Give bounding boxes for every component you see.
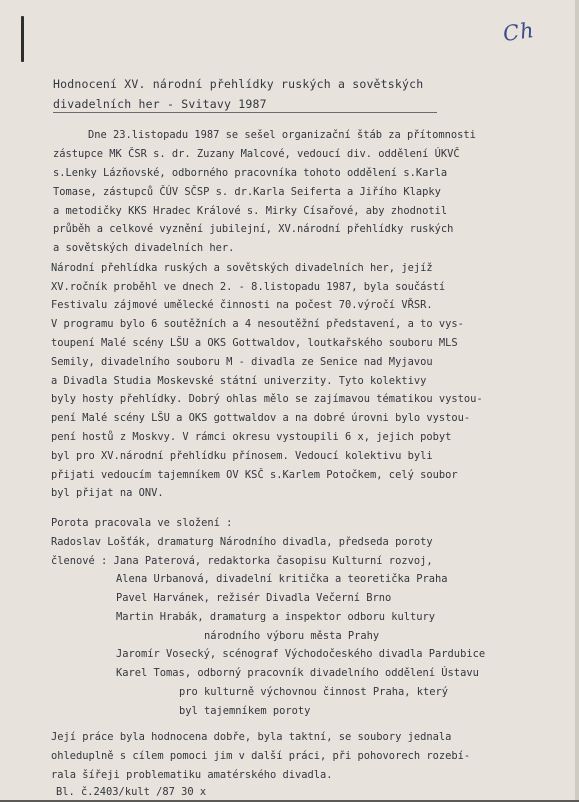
jury-member-line: Martin Hrabák, dramaturg a inspektor odboru kultury <box>116 611 436 623</box>
jury-member-line: národního výboru města Prahy <box>204 630 380 642</box>
closing-line: Její práce byla hodnocena dobře, byla taktní, se soubory jednala <box>51 731 452 743</box>
paragraph-1-line: Tomase, zástupců ČÚV SČSP s. dr.Karla Seiferta a Jiřího Klapky <box>53 186 441 198</box>
jury-chair: Radoslav Lošťák, dramaturg Národního divadla, předseda poroty <box>51 536 433 548</box>
paragraph-2-line: a Divadla Studia Moskevské státní univerzity. Tyto kolektivy <box>51 375 427 387</box>
paragraph-1-line: zástupce MK ČSR s. dr. Zuzany Malcové, vedoucí div. oddělení ÚKVČ <box>53 148 460 160</box>
paragraph-2-line: XV.ročník proběhl ve dnech 2. - 8.listopadu 1987, byla součástí <box>51 281 446 293</box>
paragraph-2-line: pení Malé scény LŠU a OKS gottwaldov a na dobré úrovni bylo vystou- <box>51 412 471 424</box>
paragraph-2-line: V programu bylo 6 soutěžních a 4 nesoutěžní představení, a to vys- <box>51 318 464 330</box>
paragraph-2-line: byly hosty přehlídky. Dobrý ohlas mělo se zajímavou tématikou vystou- <box>51 393 483 405</box>
reference-number: Bl. č.2403/kult /87 30 x <box>56 786 207 798</box>
paragraph-1-line: Dne 23.listopadu 1987 se sešel organizační štáb za přítomnosti <box>88 129 476 141</box>
jury-intro: Porota pracovala ve složení : <box>51 517 233 529</box>
paragraph-2-line: byl pro XV.národní přehlídku přínosem. Vedoucí kolektivu byli <box>51 450 433 462</box>
jury-member-line: Alena Urbanová, divadelní kritička a teoretička Praha <box>116 573 448 585</box>
document-title-line-2: divadelních her - Svitavy 1987 <box>53 97 267 111</box>
paragraph-2-line: toupení Malé scény LŠU a OKS Gottwaldov, loutkařského souboru MLS <box>51 337 458 349</box>
paragraph-2-line: Národní přehlídka ruských a sovětských divadelních her, jejíž <box>51 262 433 274</box>
jury-member-line: pro kulturně výchovnou činnost Praha, který <box>179 686 448 698</box>
jury-member-line: Karel Tomas, odborný pracovník divadelního oddělení Ústavu <box>116 667 479 679</box>
closing-line: rala šířeji problematiku amatérského divadla. <box>51 769 333 781</box>
jury-member-line: Jaromír Vosecký, scénograf Východočeského divadla Pardubice <box>116 648 486 660</box>
paragraph-1-line: a metodičky KKS Hradec Králové s. Mirky Císařové, aby zhodnotil <box>53 205 448 217</box>
paragraph-2-line: byl přijat na ONV. <box>51 487 164 499</box>
punch-mark <box>21 16 24 62</box>
paragraph-1-line: s.Lenky Lázňovské, odborného pracovníka tohoto oddělení s.Karla <box>53 167 448 179</box>
jury-member-line: členové : Jana Paterová, redaktorka časopisu Kulturní rozvoj, <box>51 555 433 567</box>
paragraph-2-line: pení hostů z Moskvy. V rámci okresu vystoupili 6 x, jejich pobyt <box>51 431 452 443</box>
jury-member-line: byl tajemníkem poroty <box>179 705 311 717</box>
paragraph-2-line: přijati vedoucím tajemníkem OV KSČ s.Karlem Potočkem, celý soubor <box>51 469 458 481</box>
jury-member-line: Pavel Harvánek, režisér Divadla Večerní Brno <box>116 592 392 604</box>
paragraph-1-line: průběh a celkové vyznění jubilejní, XV.národní přehlídky ruských <box>53 223 454 235</box>
closing-line: ohleduplně s cílem pomoci jim v další práci, při pohovorech rozebí- <box>51 750 471 762</box>
paragraph-1-line: a sovětských divadelních her. <box>53 242 235 254</box>
page-edge <box>575 0 579 800</box>
handwritten-note: Ch <box>501 17 537 47</box>
document-title-line-1: Hodnocení XV. národní přehlídky ruských a sovětských <box>53 77 424 91</box>
paragraph-2-line: Semily, divadelního souboru M - divadla ze Senice nad Myjavou <box>51 356 433 368</box>
title-underline <box>53 112 437 113</box>
paragraph-2-line: Festivalu zájmové umělecké činnosti na počest 70.výročí VŘSR. <box>51 299 433 311</box>
